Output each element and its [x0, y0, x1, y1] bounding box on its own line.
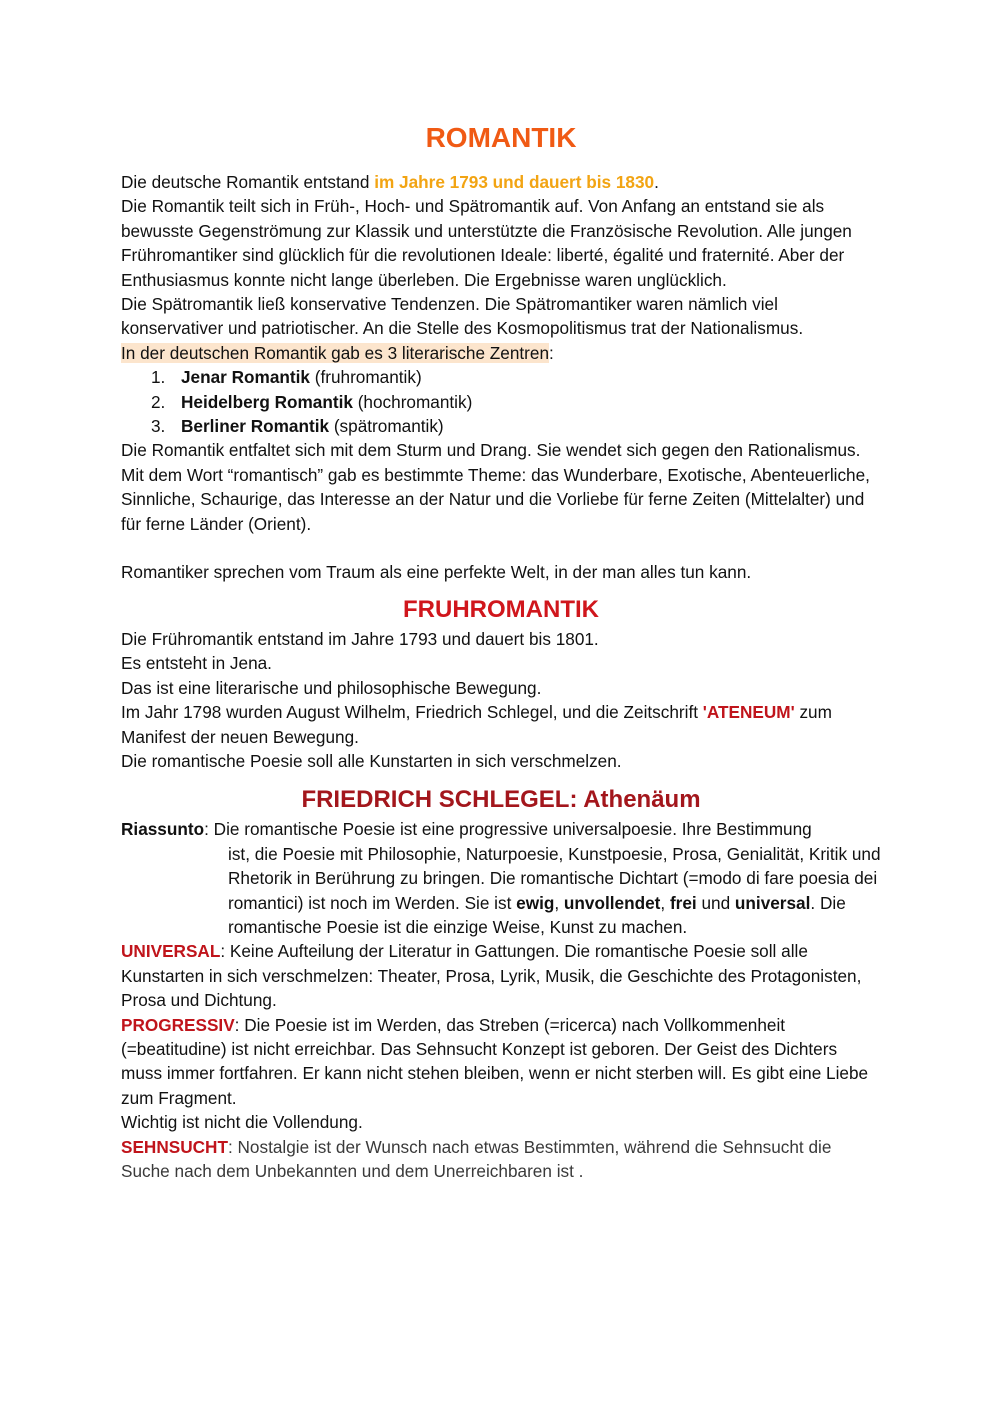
intro-paragraph-4: Die Romantik entfaltet sich mit dem Sturm und Drang. Sie wendet sich gegen den Rationalismus. — [121, 440, 861, 461]
intro-paragraph-2: Die Romantik teilt sich in Früh-, Hoch- und Spätromantik auf. Von Anfang an entstand sie als bewusste Gegenströmung zur Klassik und unterstützte die Französische Revolution. Alle jungen Frühromantiker sind glücklich für die revolutionen Ideale: liberté, égalité und fraternité. Aber der Enthusiasmus konnte nicht lange überleben. Die Ergebnisse waren unglücklich. — [121, 196, 852, 290]
intro-text: Die deutsche Romantik entstand — [121, 172, 375, 192]
list-number: 1. — [151, 367, 166, 388]
progressiv-text: : Die Poesie ist im Werden, das Streben (=ricerca) nach Vollkommenheit (=beatitudine) ist nicht erreichbar. Das Sehnsucht Konzept ist geboren. Der Geist des Dichters muss immer fortfahren. Er kann nicht stehen bleiben, wenn er nicht sterben will. Es gibt eine Liebe zum Fragment. — [121, 1014, 869, 1108]
sehnsucht-text: : Nostalgie ist der Wunsch nach etwas Bestimmten, während die Sehnsucht die Suche nach dem Unbekannten und dem Unerreichbaren ist . — [121, 1136, 832, 1182]
intro-paragraph-5: Mit dem Wort “romantisch” gab es bestimmte Theme: das Wunderbare, Exotische, Abenteuerliche, Sinnliche, Schaurige, das Interesse an der Natur und die Vorliebe für ferne Zeiten (Mittelalter) und für ferne Länder (Orient). — [121, 464, 870, 534]
page-title: ROMANTIK — [425, 122, 577, 153]
keyword-unvollendet: unvollendet — [563, 892, 661, 913]
keyword-frei: frei — [669, 892, 697, 913]
riassunto-text: ist, die Poesie mit Philosophie, Naturpoesie, Kunstpoesie, Prosa, Genialität, Kritik und Rhetorik in Berührung zu bringen. Die romantische Dichtart (=modo di fare poesia dei romantici) ist noch im Werden. Sie ist — [228, 843, 881, 913]
riassunto-text: Die romantische Poesie ist eine progressive universalpoesie. Ihre Bestimmung — [213, 819, 812, 840]
wichtig-line: Wichtig ist nicht die Vollendung. — [121, 1112, 363, 1133]
sehnsucht-paragraph — [121, 1135, 881, 1184]
list-item — [121, 365, 881, 389]
center-note: (spätromantik) — [329, 416, 444, 437]
separator: , — [554, 892, 564, 913]
list-item — [121, 390, 881, 414]
intro-paragraph-6: Romantiker sprechen vom Traum als eine perfekte Welt, in der man alles tun kann. — [121, 562, 752, 583]
universal-text: : Keine Aufteilung der Literatur in Gattungen. Die romantische Poesie soll alle Kunstarten in sich verschmelzen: Theater, Prosa, Lyrik, Musik, die Geschichte des Protagonisten, Prosa und Dichtung. — [121, 941, 862, 1011]
fruh-text: Im Jahr 1798 wurden August Wilhelm, Friedrich Schlegel, und die Zeitschrift — [121, 702, 703, 723]
center-name: Berliner Romantik — [181, 416, 330, 437]
center-note: (fruhromantik) — [309, 367, 422, 388]
list-number: 3. — [151, 416, 166, 437]
section-title-fruhromantik: FRUHROMANTIK — [403, 595, 599, 623]
section-title-schlegel: FRIEDRICH SCHLEGEL: Athenäum — [301, 786, 701, 814]
riassunto-block — [121, 817, 881, 939]
highlighted-text: In der deutschen Romantik gab es 3 literarische Zentren — [121, 342, 550, 363]
sehnsucht-label: SEHNSUCHT — [121, 1136, 228, 1157]
spacer — [121, 536, 881, 560]
center-name: Jenar Romantik — [181, 367, 310, 388]
riassunto-text: und — [696, 892, 735, 913]
universal-paragraph — [121, 939, 881, 1012]
list-item — [121, 414, 881, 438]
intro-text-end: . — [654, 172, 659, 192]
riassunto-first-line — [121, 817, 881, 841]
keyword-universal: universal — [734, 892, 811, 913]
document-body — [121, 120, 881, 1183]
fruh-line-1: Die Frühromantik entstand im Jahre 1793 und dauert bis 1801. — [121, 628, 599, 649]
spacer — [121, 585, 881, 595]
keyword-ewig: ewig — [516, 892, 555, 913]
centers-intro — [121, 341, 881, 365]
spacer — [121, 773, 881, 785]
progressiv-paragraph — [121, 1013, 881, 1111]
universal-label: UNIVERSAL — [121, 941, 221, 962]
riassunto-label: Riassunto — [121, 819, 205, 840]
fruh-line-2: Es entsteht in Jena. — [121, 653, 272, 674]
ateneum-highlight: 'ATENEUM' — [702, 702, 795, 723]
center-note: (hochromantik) — [352, 391, 473, 412]
center-name: Heidelberg Romantik — [181, 391, 353, 412]
fruh-text-end: zum Manifest der neuen Bewegung. — [121, 702, 832, 747]
intro-paragraph-3: Die Spätromantik ließ konservative Tendenzen. Die Spätromantiker waren nämlich viel konservativer und patriotischer. An die Stelle des Kosmopolitismus trat der Nationalismus. — [121, 294, 804, 339]
fruh-line-3: Das ist eine literarische und philosophische Bewegung. — [121, 677, 542, 698]
fruh-line-5: Die romantische Poesie soll alle Kunstarten in sich verschmelzen. — [121, 750, 622, 771]
separator: , — [660, 892, 670, 913]
fruh-line-4 — [121, 700, 881, 749]
riassunto-colon: : — [204, 819, 214, 840]
literary-centers-list — [121, 365, 881, 438]
date-highlight: im Jahre 1793 und dauert bis 1830 — [374, 172, 655, 192]
progressiv-label: PROGRESSIV — [121, 1014, 235, 1035]
centers-intro-colon: : — [549, 342, 554, 363]
riassunto-text: . Die romantische Poesie ist die einzige Weise, Kunst zu machen. — [228, 892, 846, 937]
intro-paragraph-1 — [121, 170, 881, 194]
list-number: 2. — [151, 391, 166, 412]
riassunto-continuation — [121, 842, 881, 940]
